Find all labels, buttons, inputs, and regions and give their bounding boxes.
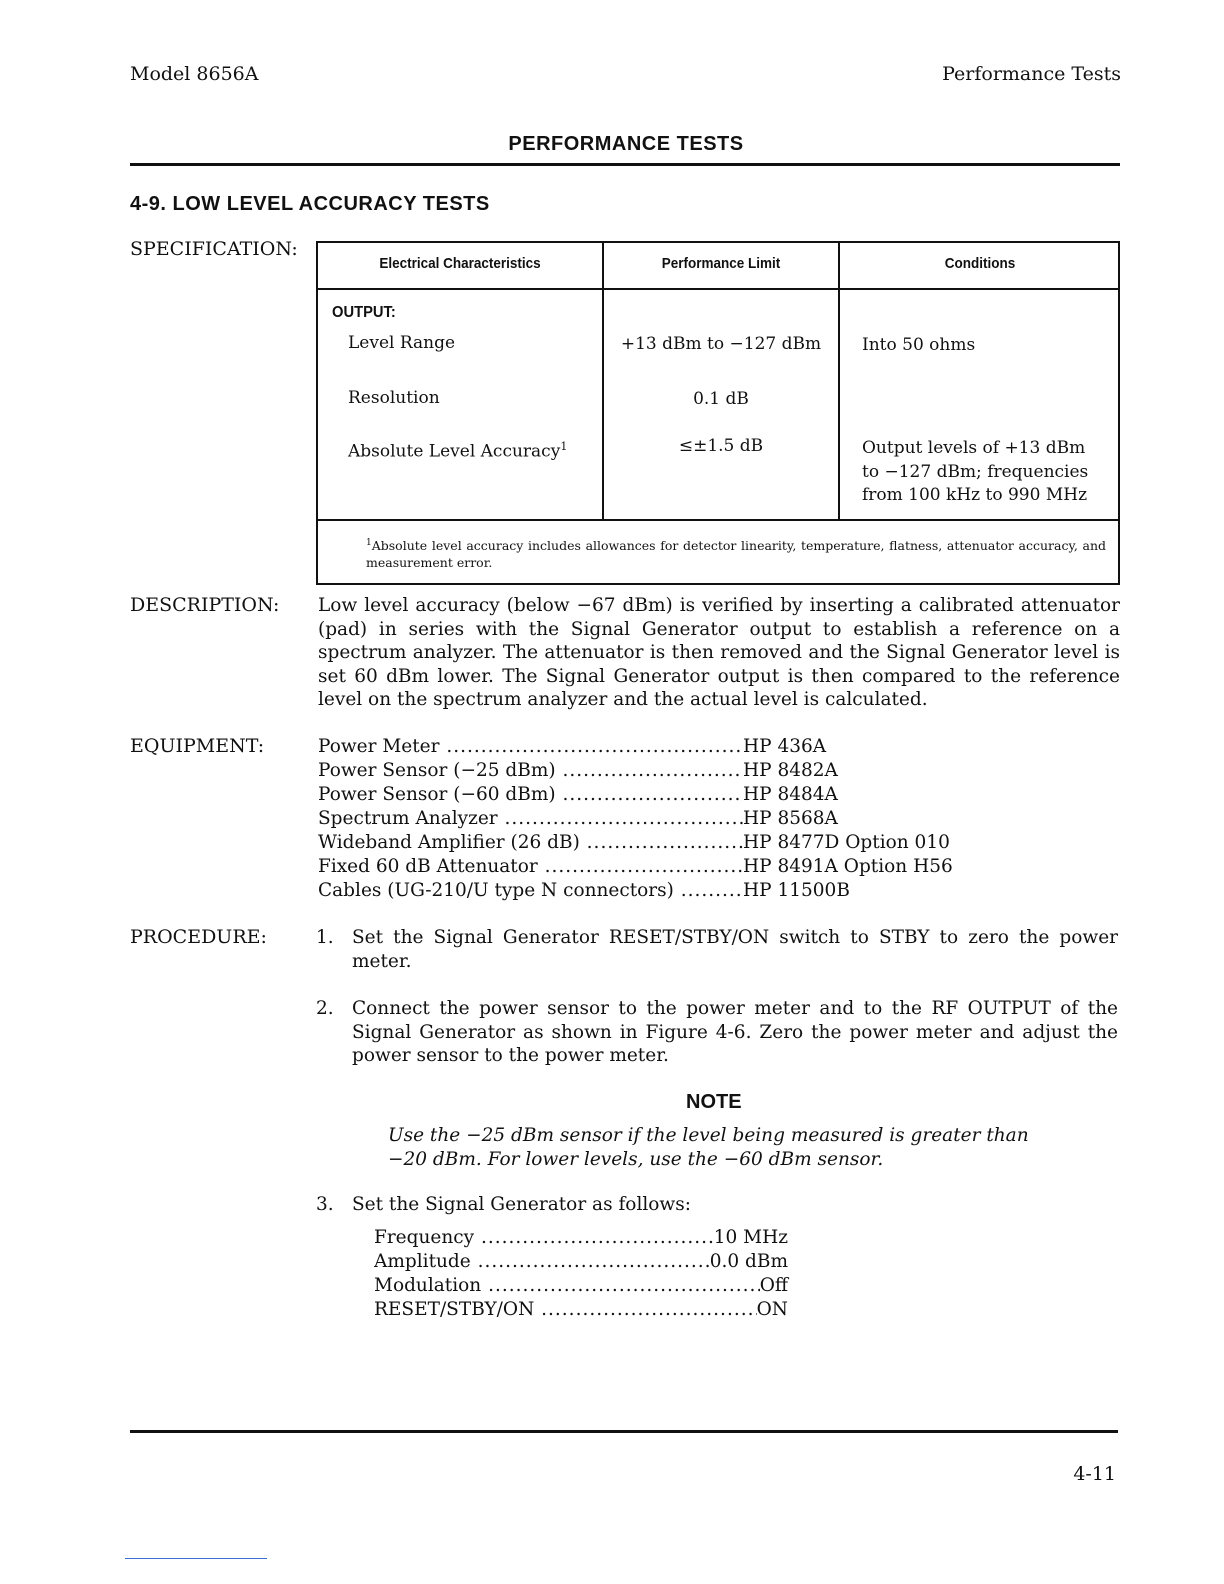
spec-col-divider-1	[602, 243, 604, 521]
list-item	[374, 1274, 788, 1298]
description-text: Low level accuracy (below −67 dBm) is verified by inserting a calibrated attenuator (pad) in series with the Signal Generator output to establish a reference on a spectrum analyzer. The attenuator is then removed and the Signal Generator level is set 60 dBm lower. The Signal Generator output is then compared to the reference level on the spectrum analyzer and the actual level is calculated.	[318, 595, 1120, 711]
equipment-model: HP 8477D Option 010	[743, 832, 950, 853]
spec-row-1-characteristic: Level Range	[348, 333, 456, 353]
step-number: 1.	[316, 927, 334, 948]
page-title: PERFORMANCE TESTS	[508, 133, 744, 155]
spec-row-3-characteristic-text: Absolute Level Accuracy	[348, 441, 561, 462]
equipment-model: HP 436A	[743, 736, 827, 757]
spec-row-2-limit: 0.1 dB	[693, 389, 749, 409]
setting-name: Frequency .....	[374, 1226, 714, 1250]
equipment-model: HP 8568A	[743, 808, 838, 829]
specification-label: SPECIFICATION:	[130, 238, 298, 260]
note-heading: NOTE	[686, 1091, 742, 1113]
step-text: Set the Signal Generator as follows:	[352, 1194, 691, 1215]
procedure-label: PROCEDURE:	[130, 926, 267, 948]
list-item	[318, 831, 953, 855]
spec-row-1-conditions: Into 50 ohms	[862, 335, 976, 355]
header-model: Model 8656A	[130, 63, 259, 85]
spec-row-3-characteristic	[348, 435, 567, 464]
setting-value: Off	[759, 1275, 788, 1296]
title-rule	[130, 163, 1120, 166]
spec-row-3-conditions-line-2: to −127 dBm; frequencies	[862, 461, 1089, 482]
spec-col-divider-2	[838, 243, 840, 521]
spec-row-1-limit: +13 dBm to −127 dBm	[620, 334, 822, 354]
list-item	[318, 759, 953, 783]
spec-body-rule	[318, 519, 1118, 521]
spec-footnote-mark: 1	[366, 538, 372, 548]
equipment-list	[318, 735, 953, 903]
spec-row-3-limit: ≤±1.5 dB	[678, 436, 764, 456]
header-section: Performance Tests	[942, 63, 1121, 85]
spec-row-2-characteristic: Resolution	[348, 388, 440, 408]
description-label: DESCRIPTION:	[130, 594, 280, 616]
spec-header-conditions: Conditions	[944, 255, 1016, 272]
spec-row-3-conditions	[862, 437, 1088, 508]
list-item	[318, 855, 953, 879]
note-text: Use the −25 dBm sensor if the level being measured is greater than −20 dBm. For lower levels, use the −60 dBm sensor.	[388, 1125, 1029, 1170]
step-text: Set the Signal Generator RESET/STBY/ON switch to STBY to zero the power meter.	[352, 927, 1118, 972]
step-number: 2.	[316, 998, 334, 1019]
settings-list	[374, 1226, 788, 1322]
step-text: Connect the power sensor to the power meter and to the RF OUTPUT of the Signal Generator as shown in Figure 4-6. Zero the power meter and adjust the power sensor to the power meter.	[352, 998, 1118, 1066]
equipment-item: Cables (UG-210/U type N connectors) .....	[318, 879, 743, 903]
equipment-item: Power Sensor (−60 dBm) .....	[318, 783, 743, 807]
spec-group-output: OUTPUT:	[332, 304, 396, 321]
bottom-accent-line	[125, 1558, 267, 1559]
spec-row-3-conditions-line-1: Output levels of +13 dBm	[862, 438, 1086, 458]
equipment-model: HP 8484A	[743, 784, 838, 805]
list-item	[318, 783, 953, 807]
setting-name: Modulation .....	[374, 1274, 760, 1298]
list-item	[318, 879, 953, 903]
list-item	[318, 807, 953, 831]
equipment-model: HP 8482A	[743, 760, 838, 781]
equipment-item: Power Sensor (−25 dBm) .....	[318, 759, 743, 783]
procedure-step-2	[316, 997, 1118, 1071]
spec-row-3-footnote-ref: 1	[560, 440, 568, 453]
equipment-label: EQUIPMENT:	[130, 735, 265, 757]
step-number: 3.	[316, 1194, 334, 1215]
equipment-item: Power Meter .....	[318, 735, 743, 759]
spec-footnote	[366, 535, 1106, 571]
spec-table	[316, 241, 1120, 585]
equipment-item: Fixed 60 dB Attenuator .....	[318, 855, 743, 879]
setting-name: Amplitude .....	[374, 1250, 710, 1274]
section-title: 4-9. LOW LEVEL ACCURACY TESTS	[130, 193, 490, 215]
spec-row-3-conditions-line-3: from 100 kHz to 990 MHz	[862, 485, 1088, 505]
spec-header-limit: Performance Limit	[661, 255, 781, 272]
setting-value: ON	[756, 1299, 788, 1320]
equipment-item: Wideband Amplifier (26 dB) .....	[318, 831, 743, 855]
page-number: 4-11	[1073, 1463, 1116, 1485]
list-item	[374, 1226, 788, 1250]
spec-header-rule	[318, 288, 1118, 290]
spec-header-characteristics: Electrical Characteristics	[379, 255, 541, 272]
equipment-model: HP 11500B	[743, 880, 850, 901]
equipment-item: Spectrum Analyzer .....	[318, 807, 743, 831]
footer-rule	[130, 1430, 1118, 1433]
list-item	[318, 735, 953, 759]
list-item	[374, 1250, 788, 1274]
procedure-step-3	[316, 1193, 1118, 1219]
list-item	[374, 1298, 788, 1322]
setting-name: RESET/STBY/ON .....	[374, 1298, 757, 1322]
spec-footnote-text: Absolute level accuracy includes allowances for detector linearity, temperature, flatness, attenuator accuracy, and measurement error.	[366, 538, 1106, 571]
setting-value: 0.0 dBm	[709, 1251, 788, 1272]
procedure-step-1	[316, 926, 1118, 976]
equipment-model: HP 8491A Option H56	[743, 856, 953, 877]
setting-value: 10 MHz	[713, 1227, 788, 1248]
